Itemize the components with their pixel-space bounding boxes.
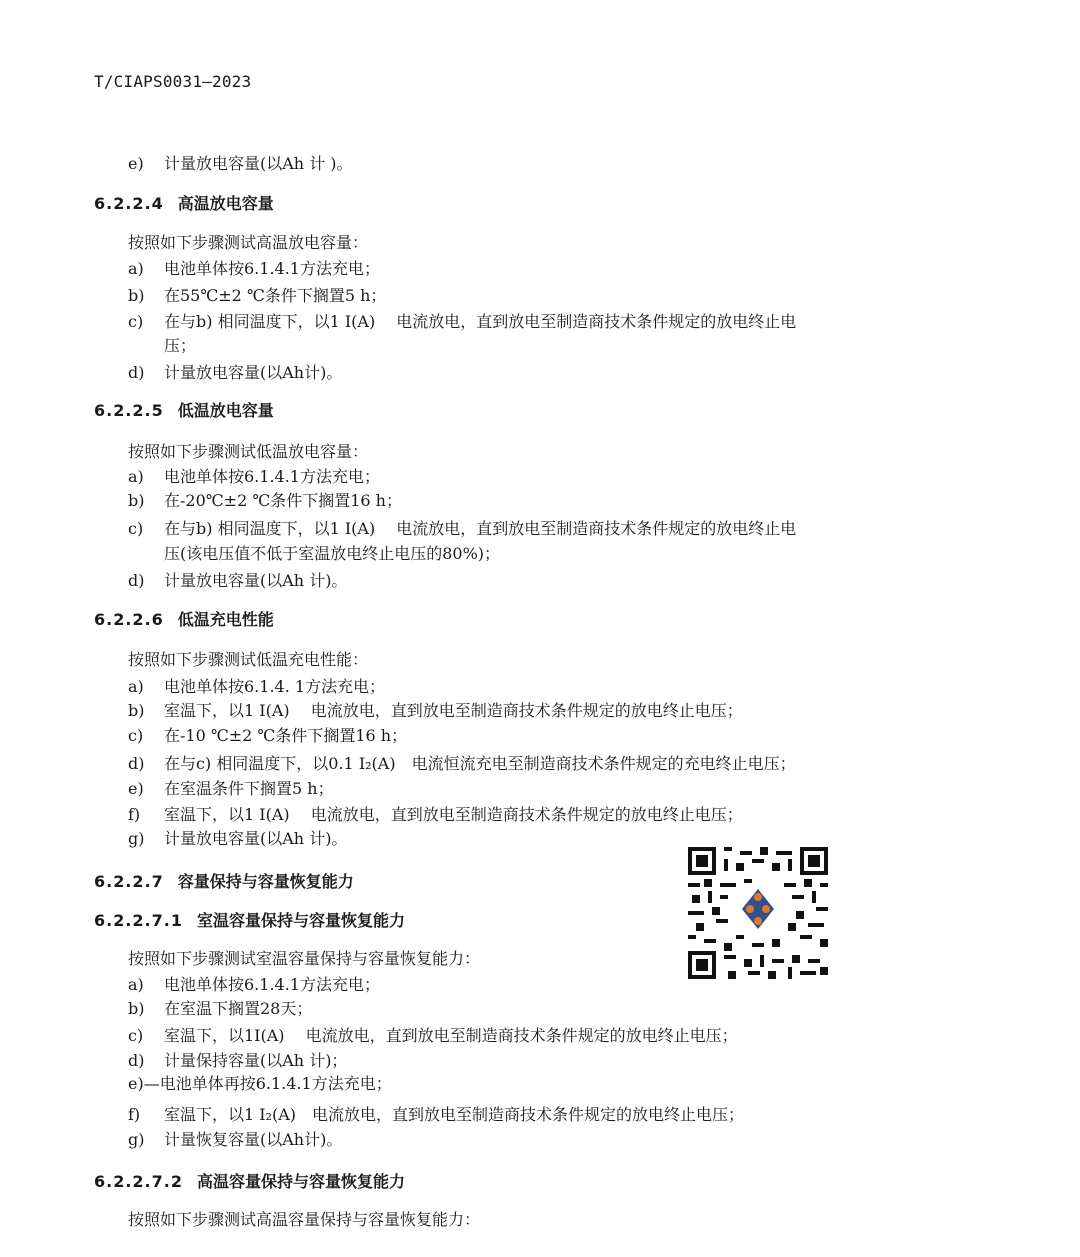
list-label: g) xyxy=(128,829,145,848)
section-heading xyxy=(94,398,274,421)
list-label: b) xyxy=(128,286,145,305)
list-text: 电池单体按6.1.4. 1方法充电； xyxy=(164,677,386,696)
intro-text: 按照如下步骤测试低温充电性能： xyxy=(128,650,369,669)
list-text: 在与c) 相同温度下，以0.1 I₂(A) 电流恒流充电至制造商技术条件规定的充电终止电压； xyxy=(164,754,796,773)
list-item xyxy=(128,256,380,279)
list-label: d) xyxy=(128,754,145,773)
section-title: 低温放电容量 xyxy=(177,401,274,420)
section-title: 低温充电性能 xyxy=(177,610,274,629)
list-text: 计量放电容量(以Ah计)。 xyxy=(164,363,343,382)
qr-code[interactable] xyxy=(688,847,828,979)
list-item xyxy=(128,723,407,746)
section-number: 6.2.2.7.2 xyxy=(94,1172,183,1191)
list-text: 在室温下搁置28天； xyxy=(164,999,313,1018)
list-label: f) xyxy=(128,1105,141,1124)
qr-logo-icon xyxy=(740,887,776,931)
list-item xyxy=(128,516,796,539)
section-number: 6.2.2.5 xyxy=(94,401,164,420)
list-label: b) xyxy=(128,999,145,1018)
intro-text: 按照如下步骤测试高温放电容量： xyxy=(128,233,369,252)
list-text: 计量保持容量(以Ah 计)； xyxy=(164,1051,348,1070)
list-item xyxy=(128,568,347,591)
list-label: b) xyxy=(128,701,145,720)
section-title: 室温容量保持与容量恢复能力 xyxy=(196,911,405,930)
list-item xyxy=(128,996,312,1019)
list-item xyxy=(128,674,385,697)
list-label: e)— xyxy=(128,1074,160,1093)
list-text: 在-10 ℃±2 ℃条件下搁置16 h； xyxy=(164,726,408,745)
list-text: 室温下，以1 I(A) 电流放电，直到放电至制造商技术条件规定的放电终止电压； xyxy=(164,701,743,720)
list-item xyxy=(128,1023,738,1046)
list-label: a) xyxy=(128,677,144,696)
list-text: 在与b) 相同温度下，以1 I(A) 电流放电，直到放电至制造商技术条件规定的放电终止电 xyxy=(164,519,797,538)
list-text: 室温下，以1 I₂(A) 电流放电，直到放电至制造商技术条件规定的放电终止电压； xyxy=(164,1105,745,1124)
list-label: b) xyxy=(128,491,145,510)
list-text: 计量放电容量(以Ah 计)。 xyxy=(164,829,348,848)
list-label: d) xyxy=(128,1051,145,1070)
section-number: 6.2.2.7 xyxy=(94,872,164,891)
section-heading xyxy=(94,607,274,630)
list-label: g) xyxy=(128,1130,145,1149)
list-text: 在室温条件下搁置5 h； xyxy=(164,779,334,798)
list-item xyxy=(128,698,743,721)
list-item xyxy=(128,802,743,825)
list-text: 计量放电容量(以Ah 计)。 xyxy=(164,571,348,590)
section-title: 高温容量保持与容量恢复能力 xyxy=(196,1172,405,1191)
list-label: e) xyxy=(128,779,144,798)
intro-text: 按照如下步骤测试室温容量保持与容量恢复能力： xyxy=(128,949,481,968)
intro-text: 按照如下步骤测试高温容量保持与容量恢复能力： xyxy=(128,1210,481,1229)
list-item xyxy=(128,972,380,995)
document-id: T/CIAPS0031—2023 xyxy=(94,72,252,91)
list-text: 在与b) 相同温度下，以1 I(A) 电流放电，直到放电至制造商技术条件规定的放电终止电 xyxy=(164,312,797,331)
list-item xyxy=(128,776,334,799)
list-text: 室温下，以1 I(A) 电流放电，直到放电至制造商技术条件规定的放电终止电压； xyxy=(164,805,743,824)
section-heading xyxy=(94,191,274,214)
subsection-heading xyxy=(94,908,405,931)
list-continuation: 压； xyxy=(164,336,197,355)
list-label: f) xyxy=(128,805,141,824)
list-item xyxy=(128,464,380,487)
intro-text: 按照如下步骤测试低温放电容量： xyxy=(128,442,369,461)
list-label: e) xyxy=(128,154,144,173)
section-number: 6.2.2.6 xyxy=(94,610,164,629)
list-label: d) xyxy=(128,363,145,382)
list-item xyxy=(128,309,796,332)
list-label: a) xyxy=(128,467,144,486)
list-label: d) xyxy=(128,571,145,590)
section-heading xyxy=(94,869,354,892)
subsection-heading xyxy=(94,1169,405,1192)
list-item xyxy=(128,360,342,383)
list-text: 电池单体按6.1.4.1方法充电； xyxy=(164,467,380,486)
section-number: 6.2.2.4 xyxy=(94,194,164,213)
list-label: a) xyxy=(128,975,144,994)
list-label: c) xyxy=(128,726,144,745)
list-text: 计量放电容量(以Ah 计 )。 xyxy=(164,154,353,173)
list-text: 电池单体再按6.1.4.1方法充电； xyxy=(159,1074,392,1093)
list-text: 在55℃±2 ℃条件下搁置5 h； xyxy=(164,286,387,305)
list-label: c) xyxy=(128,1026,144,1045)
list-label: c) xyxy=(128,312,144,331)
section-title: 高温放电容量 xyxy=(177,194,274,213)
section-number: 6.2.2.7.1 xyxy=(94,911,183,930)
list-item xyxy=(128,1127,342,1150)
list-text: 室温下，以1I(A) 电流放电，直到放电至制造商技术条件规定的放电终止电压； xyxy=(164,1026,738,1045)
list-text: 电池单体按6.1.4.1方法充电； xyxy=(164,259,380,278)
list-item xyxy=(128,1048,347,1071)
list-label: a) xyxy=(128,259,144,278)
list-text: 计量恢复容量(以Ah计)。 xyxy=(164,1130,343,1149)
list-item xyxy=(128,826,347,849)
list-item xyxy=(128,1071,392,1094)
list-text: 在-20℃±2 ℃条件下搁置16 h； xyxy=(164,491,402,510)
list-item xyxy=(128,151,353,174)
section-title: 容量保持与容量恢复能力 xyxy=(177,872,354,891)
list-continuation: 压(该电压值不低于室温放电终止电压的80%)； xyxy=(164,544,501,563)
list-item xyxy=(128,488,402,511)
list-item xyxy=(128,751,796,774)
list-text: 电池单体按6.1.4.1方法充电； xyxy=(164,975,380,994)
list-item xyxy=(128,1102,744,1125)
list-label: c) xyxy=(128,519,144,538)
list-item xyxy=(128,283,386,306)
